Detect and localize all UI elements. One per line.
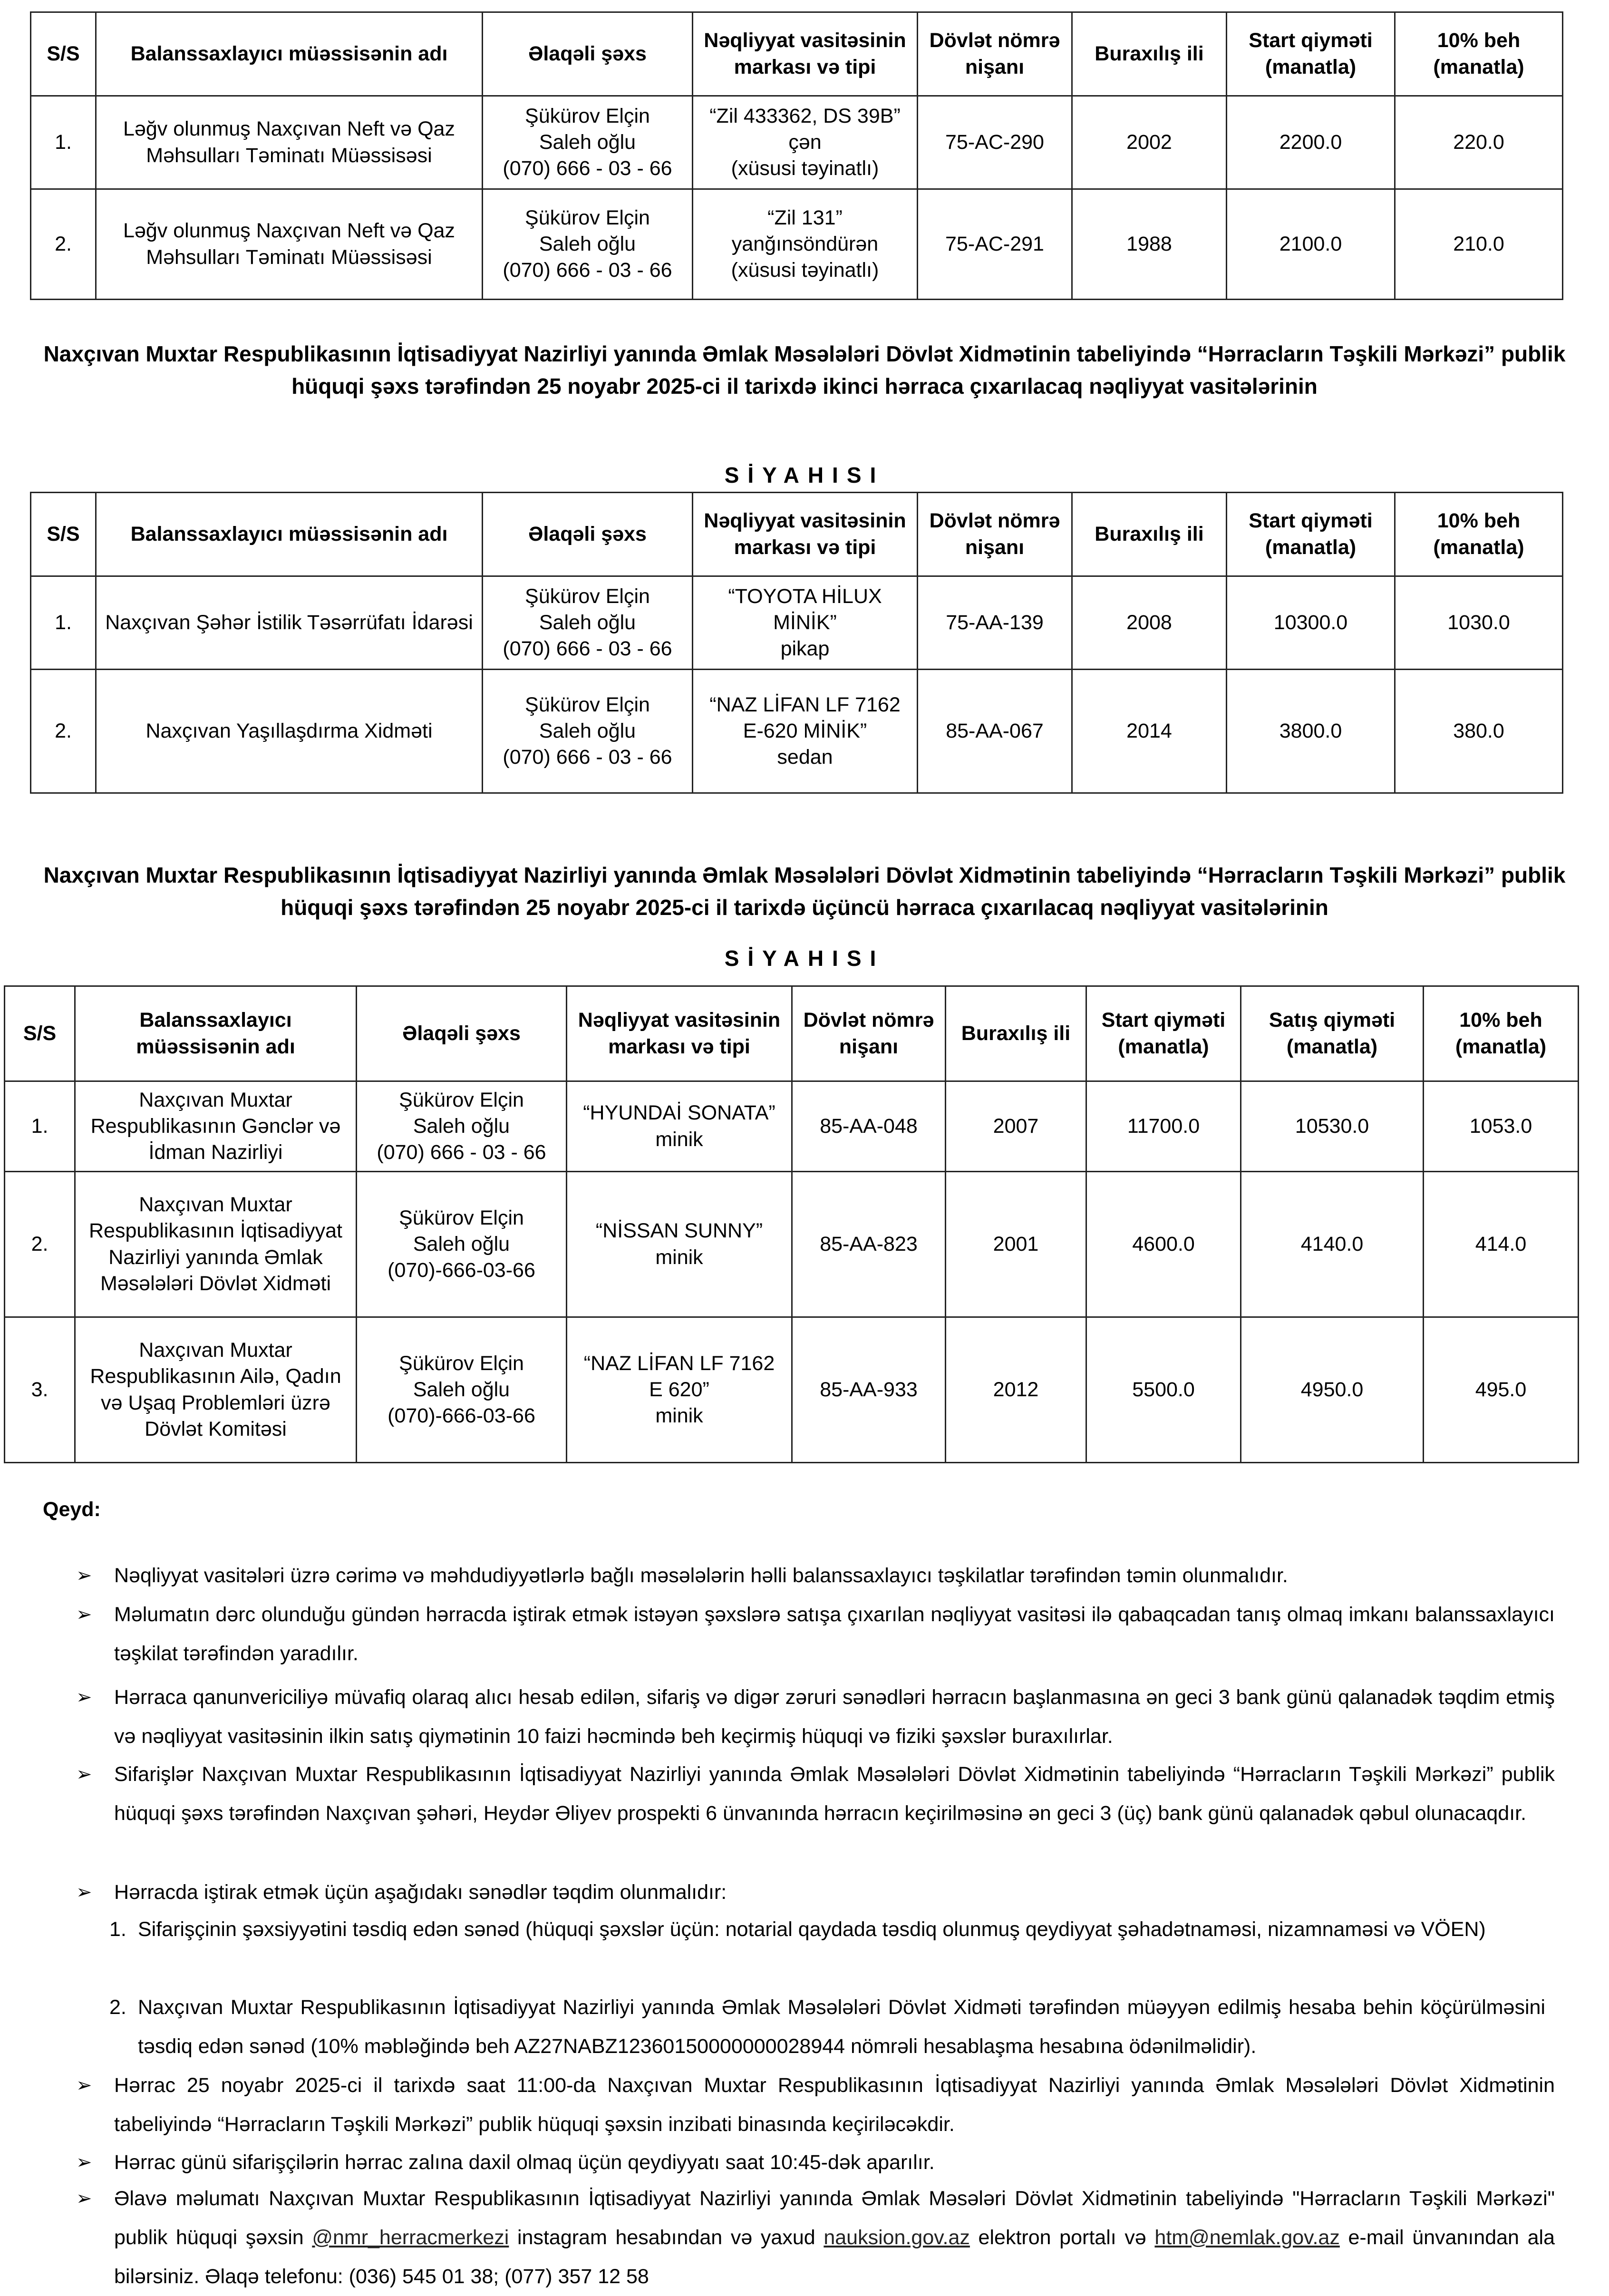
vehicle-model <box>567 1317 792 1463</box>
arrow-bullet-icon: ➢ <box>76 2188 92 2209</box>
contact-person <box>483 96 693 189</box>
note-text: Sifarişlər Naxçıvan Muxtar Respublikasının İqtisadiyyat Nazirliyi yanında Əmlak Məsələləri Dövlət Xidmətinin tabeliyində “Hərracların Təşkili Mərkəzi” publik hüquqi şəxs tərəfindən Naxçıvan şəhəri, Heydər Əliyev prospekti 6 ünvanında hərracın keçirilməsinə ən geci 3 (üç) bank günü qalanadək qəbul olunacaqdır. <box>114 1763 1555 1825</box>
note-item <box>76 2066 1555 2144</box>
sale-price: 10530.0 <box>1241 1081 1424 1172</box>
col-header: Buraxılış ili <box>1072 493 1227 576</box>
note-text: elektron portalı və <box>969 2226 1155 2249</box>
contact-person <box>357 1317 567 1463</box>
contact-person <box>483 576 693 670</box>
release-year: 2012 <box>946 1317 1086 1463</box>
vehicle-model <box>567 1081 792 1172</box>
contact-phone: (070) 666 - 03 - 66 <box>503 157 672 180</box>
vehicle-line: (xüsusi təyinatlı) <box>731 157 879 180</box>
col-header: Balanssaxlayıcı müəssisənin adı <box>75 986 357 1081</box>
col-header: Balanssaxlayıcı müəssisənin adı <box>96 493 483 576</box>
contact-patronymic: Saleh oğlu <box>539 130 636 154</box>
plate-number: 85-AA-048 <box>792 1081 946 1172</box>
start-price: 11700.0 <box>1086 1081 1241 1172</box>
vehicle-line: “Zil 131” <box>767 206 843 229</box>
col-header: Dövlət nömrə nişanı <box>918 12 1072 96</box>
deposit: 495.0 <box>1424 1317 1579 1463</box>
note-text: Nəqliyyat vasitələri üzrə cərimə və məhdudiyyətlərlə bağlı məsələlərin həlli balanssaxlayıcı təşkilatlar tərəfindən təmin olunmalıdır. <box>114 1564 1288 1587</box>
portal-link[interactable]: nauksion.gov.az <box>824 2226 970 2249</box>
section-2-heading: Naxçıvan Muxtar Respublikasının İqtisadiyyat Nazirliyi yanında Əmlak Məsələləri Dövlət Xidmətinin tabeliyində “Hərracların Təşkili Mərkəzi” publik hüquqi şəxs tərəfindən 25 noyabr 2025-ci il tarixdə ikinci hərraca çıxarılacaq nəqliyyat vasitələrinin <box>43 341 1566 399</box>
contact-phone: (070)-666-03-66 <box>388 1404 535 1428</box>
vehicle-table-1 <box>30 11 1563 300</box>
contact-patronymic: Saleh oğlu <box>539 611 636 634</box>
row-number: 2. <box>31 189 96 300</box>
note-item <box>76 1678 1555 1756</box>
contact-name: Şükürov Elçin <box>525 584 650 608</box>
vehicle-line: E 620” <box>649 1378 709 1401</box>
contact-patronymic: Saleh oğlu <box>413 1232 510 1255</box>
note-item <box>76 1755 1555 1833</box>
notes-label: Qeyd: <box>43 1498 101 1521</box>
release-year: 1988 <box>1072 189 1227 300</box>
col-header: Nəqliyyat vasitəsinin markası və tipi <box>693 493 918 576</box>
row-number: 1. <box>31 96 96 189</box>
start-price: 2100.0 <box>1227 189 1395 300</box>
vehicle-line: (xüsusi təyinatlı) <box>731 259 879 282</box>
start-price: 4600.0 <box>1086 1172 1241 1317</box>
org-name: Ləğv olunmuş Naxçıvan Neft və Qaz Məhsulları Təminatı Müəssisəsi <box>96 96 483 189</box>
deposit: 220.0 <box>1395 96 1563 189</box>
table-row <box>5 1081 1579 1172</box>
table-header-row <box>5 986 1579 1081</box>
vehicle-line: “TOYOTA HİLUX <box>728 584 882 608</box>
note-text: e-mail ünvanından ala bilərsiniz. Əlaqə telefonu: (036) 545 01 38; (077) 357 12 58 <box>114 2226 1555 2288</box>
contact-phone: (070) 666 - 03 - 66 <box>377 1141 546 1164</box>
row-number: 2. <box>5 1172 75 1317</box>
note-text: Hərraca qanunvericiliyə müvafiq olaraq alıcı hesab edilən, sifariş və digər zəruri sənədləri hərracın başlanmasına ən geci 3 bank günü qalanadək təqdim etmiş və nəqliyyat vasitəsinin ilkin satış qiymətinin 10 faizi həcmində beh keçirmiş hüquqi və fiziki şəxslər buraxılırlar. <box>114 1686 1555 1748</box>
vehicle-model <box>567 1172 792 1317</box>
org-name: Naxçıvan Şəhər İstilik Təsərrüfatı İdarəsi <box>96 576 483 670</box>
start-price: 3800.0 <box>1227 670 1395 793</box>
col-header: Satış qiyməti (manatla) <box>1241 986 1424 1081</box>
col-header: Balanssaxlayıcı müəssisənin adı <box>96 12 483 96</box>
note-item <box>76 1873 1555 1912</box>
email-link[interactable]: htm@nemlak.gov.az <box>1154 2226 1340 2249</box>
row-number: 1. <box>5 1081 75 1172</box>
note-item-contact <box>76 2179 1555 2296</box>
table-row <box>31 189 1563 300</box>
item-number: 2. <box>109 1996 126 2019</box>
vehicle-table-3 <box>4 985 1579 1463</box>
sale-price: 4950.0 <box>1241 1317 1424 1463</box>
table-row <box>31 96 1563 189</box>
col-header: Start qiyməti (manatla) <box>1227 12 1395 96</box>
contact-phone: (070) 666 - 03 - 66 <box>503 637 672 661</box>
deposit: 380.0 <box>1395 670 1563 793</box>
vehicle-line: “Zil 433362, DS 39B” <box>709 104 901 127</box>
numbered-item <box>109 1988 1545 2066</box>
col-header: Əlaqəli şəxs <box>483 12 693 96</box>
item-number: 1. <box>109 1918 126 1941</box>
arrow-bullet-icon: ➢ <box>76 2075 92 2096</box>
note-item <box>76 1595 1555 1673</box>
contact-person <box>483 670 693 793</box>
table-row <box>5 1172 1579 1317</box>
table-row <box>5 1317 1579 1463</box>
arrow-bullet-icon: ➢ <box>76 1604 92 1625</box>
col-header: Buraxılış ili <box>1072 12 1227 96</box>
row-number: 1. <box>31 576 96 670</box>
col-header: S/S <box>31 12 96 96</box>
vehicle-model <box>693 96 918 189</box>
contact-patronymic: Saleh oğlu <box>413 1114 510 1138</box>
contact-person <box>357 1081 567 1172</box>
org-name: Naxçıvan Yaşıllaşdırma Xidməti <box>96 670 483 793</box>
table-header-row <box>31 12 1563 96</box>
sale-price: 4140.0 <box>1241 1172 1424 1317</box>
section-2-list-title: SİYAHISI <box>724 463 885 487</box>
org-name: Naxçıvan Muxtar Respublikasının Ailə, Qadın və Uşaq Problemləri üzrə Dövlət Komitəsi <box>75 1317 357 1463</box>
col-header: Nəqliyyat vasitəsinin markası və tipi <box>693 12 918 96</box>
note-text: Naxçıvan Muxtar Respublikasının İqtisadiyyat Nazirliyi yanında Əmlak Məsələləri Dövlət Xidməti tərəfindən müəyyən edilmiş hesaba behin köçürülməsini təsdiq edən sənəd (10% məbləğində beh AZ27NABZ12360150000000028944 nömrəli hesablaşma hesabına ödənilməlidir). <box>138 1996 1545 2058</box>
org-name: Naxçıvan Muxtar Respublikasının Gənclər və İdman Nazirliyi <box>75 1081 357 1172</box>
vehicle-line: MİNİK” <box>773 611 837 634</box>
col-header: Nəqliyyat vasitəsinin markası və tipi <box>567 986 792 1081</box>
release-year: 2008 <box>1072 576 1227 670</box>
note-text: Hərrac 25 noyabr 2025-ci il tarixdə saat 11:00-da Naxçıvan Muxtar Respublikasının İqtisadiyyat Nazirliyi yanında Əmlak Məsələləri Dövlət Xidmətinin tabeliyində “Hərracların Təşkili Mərkəzi” publik hüquqi şəxsin inzibati binasında keçiriləcəkdir. <box>114 2074 1555 2136</box>
arrow-bullet-icon: ➢ <box>76 1882 92 1903</box>
section-3-heading: Naxçıvan Muxtar Respublikasının İqtisadiyyat Nazirliyi yanında Əmlak Məsələləri Dövlət Xidmətinin tabeliyində “Hərracların Təşkili Mərkəzi” publik hüquqi şəxs tərəfindən 25 noyabr 2025-ci il tarixdə üçüncü hərraca çıxarılacaq nəqliyyat vasitələrinin <box>43 863 1566 920</box>
vehicle-line: sedan <box>777 746 833 769</box>
deposit: 210.0 <box>1395 189 1563 300</box>
plate-number: 75-AA-139 <box>918 576 1072 670</box>
col-header: S/S <box>5 986 75 1081</box>
col-header: 10% beh (manatla) <box>1395 493 1563 576</box>
col-header: Buraxılış ili <box>946 986 1086 1081</box>
release-year: 2001 <box>946 1172 1086 1317</box>
vehicle-line: minik <box>655 1128 703 1151</box>
vehicle-line: pikap <box>780 637 830 661</box>
row-number: 3. <box>5 1317 75 1463</box>
note-text: Məlumatın dərc olunduğu gündən hərracda iştirak etmək istəyən şəxslərə satışa çıxarılan nəqliyyat vasitəsi ilə qabaqcadan tanış olmaq imkanı balanssaxlayıcı təşkilat tərəfindən yaradılır. <box>114 1603 1555 1665</box>
vehicle-line: “NAZ LİFAN LF 7162 <box>583 1352 775 1375</box>
note-item <box>76 1556 1555 1595</box>
row-number: 2. <box>31 670 96 793</box>
table-row <box>31 576 1563 670</box>
org-name: Naxçıvan Muxtar Respublikasının İqtisadiyyat Nazirliyi yanında Əmlak Məsələləri Dövlət Xidməti <box>75 1172 357 1317</box>
col-header: Start qiyməti (manatla) <box>1086 986 1241 1081</box>
col-header: Dövlət nömrə nişanı <box>792 986 946 1081</box>
note-text: Əlavə məlumatı Naxçıvan Muxtar Respublikasının İqtisadiyyat Nazirliyi yanında Əmlak Məsələri Dövlət Xidmətinin tabeliyində "Hərracların Təşkili Mərkəzi" publik hüquqi şəxsin <box>114 2187 1555 2249</box>
start-price: 10300.0 <box>1227 576 1395 670</box>
table-header-row <box>31 493 1563 576</box>
start-price: 2200.0 <box>1227 96 1395 189</box>
col-header: S/S <box>31 493 96 576</box>
col-header: Dövlət nömrə nişanı <box>918 493 1072 576</box>
arrow-bullet-icon: ➢ <box>76 2152 92 2173</box>
vehicle-line: minik <box>655 1245 703 1269</box>
vehicle-model <box>693 189 918 300</box>
contact-phone: (070) 666 - 03 - 66 <box>503 746 672 769</box>
contact-patronymic: Saleh oğlu <box>413 1378 510 1401</box>
release-year: 2007 <box>946 1081 1086 1172</box>
note-text: Hərrac günü sifarişçilərin hərrac zalına daxil olmaq üçün qeydiyyatı saat 10:45-dək aparılır. <box>114 2151 935 2174</box>
contact-phone: (070)-666-03-66 <box>388 1259 535 1282</box>
release-year: 2014 <box>1072 670 1227 793</box>
contact-person <box>357 1172 567 1317</box>
col-header: Start qiyməti (manatla) <box>1227 493 1395 576</box>
col-header: Əlaqəli şəxs <box>357 986 567 1081</box>
contact-name: Şükürov Elçin <box>525 206 650 229</box>
contact-person <box>483 189 693 300</box>
note-item <box>76 2143 1555 2182</box>
note-text: instagram hesabından və yaxud <box>509 2226 824 2249</box>
numbered-item <box>109 1910 1545 1949</box>
instagram-link[interactable]: @nmr_herracmerkezi <box>312 2226 509 2249</box>
col-header: 10% beh (manatla) <box>1395 12 1563 96</box>
arrow-bullet-icon: ➢ <box>76 1687 92 1708</box>
plate-number: 75-AC-291 <box>918 189 1072 300</box>
vehicle-model <box>693 670 918 793</box>
vehicle-line: minik <box>655 1404 703 1428</box>
vehicle-line: E-620 MİNİK” <box>743 719 867 742</box>
contact-name: Şükürov Elçin <box>399 1088 524 1111</box>
deposit: 414.0 <box>1424 1172 1579 1317</box>
contact-name: Şükürov Elçin <box>525 693 650 716</box>
contact-name: Şükürov Elçin <box>525 104 650 127</box>
start-price: 5500.0 <box>1086 1317 1241 1463</box>
plate-number: 85-AA-823 <box>792 1172 946 1317</box>
note-text: Sifarişçinin şəxsiyyətini təsdiq edən sənəd (hüquqi şəxslər üçün: notarial qaydada təsdiq olunmuş qeydiyyat şəhadətnaməsi, nizamnaməsi və VÖEN) <box>138 1918 1486 1941</box>
vehicle-model <box>693 576 918 670</box>
arrow-bullet-icon: ➢ <box>76 1764 92 1785</box>
col-header: Əlaqəli şəxs <box>483 493 693 576</box>
release-year: 2002 <box>1072 96 1227 189</box>
vehicle-line: yanğınsöndürən <box>731 232 879 255</box>
deposit: 1053.0 <box>1424 1081 1579 1172</box>
vehicle-line: “NAZ LİFAN LF 7162 <box>709 693 901 716</box>
plate-number: 75-AC-290 <box>918 96 1072 189</box>
contact-patronymic: Saleh oğlu <box>539 719 636 742</box>
org-name: Ləğv olunmuş Naxçıvan Neft və Qaz Məhsulları Təminatı Müəssisəsi <box>96 189 483 300</box>
vehicle-table-2 <box>30 492 1563 794</box>
deposit: 1030.0 <box>1395 576 1563 670</box>
vehicle-line: “HYUNDAİ SONATA” <box>583 1101 775 1125</box>
plate-number: 85-AA-933 <box>792 1317 946 1463</box>
contact-name: Şükürov Elçin <box>399 1352 524 1375</box>
vehicle-line: çən <box>788 130 822 154</box>
table-row <box>31 670 1563 793</box>
arrow-bullet-icon: ➢ <box>76 1565 92 1586</box>
section-3-list-title: SİYAHISI <box>724 946 885 971</box>
contact-name: Şükürov Elçin <box>399 1206 524 1229</box>
vehicle-line: “NİSSAN SUNNY” <box>595 1219 763 1243</box>
col-header: 10% beh (manatla) <box>1424 986 1579 1081</box>
contact-phone: (070) 666 - 03 - 66 <box>503 259 672 282</box>
contact-patronymic: Saleh oğlu <box>539 232 636 255</box>
note-text: Hərracda iştirak etmək üçün aşağıdakı sənədlər təqdim olunmalıdır: <box>114 1881 727 1904</box>
plate-number: 85-AA-067 <box>918 670 1072 793</box>
